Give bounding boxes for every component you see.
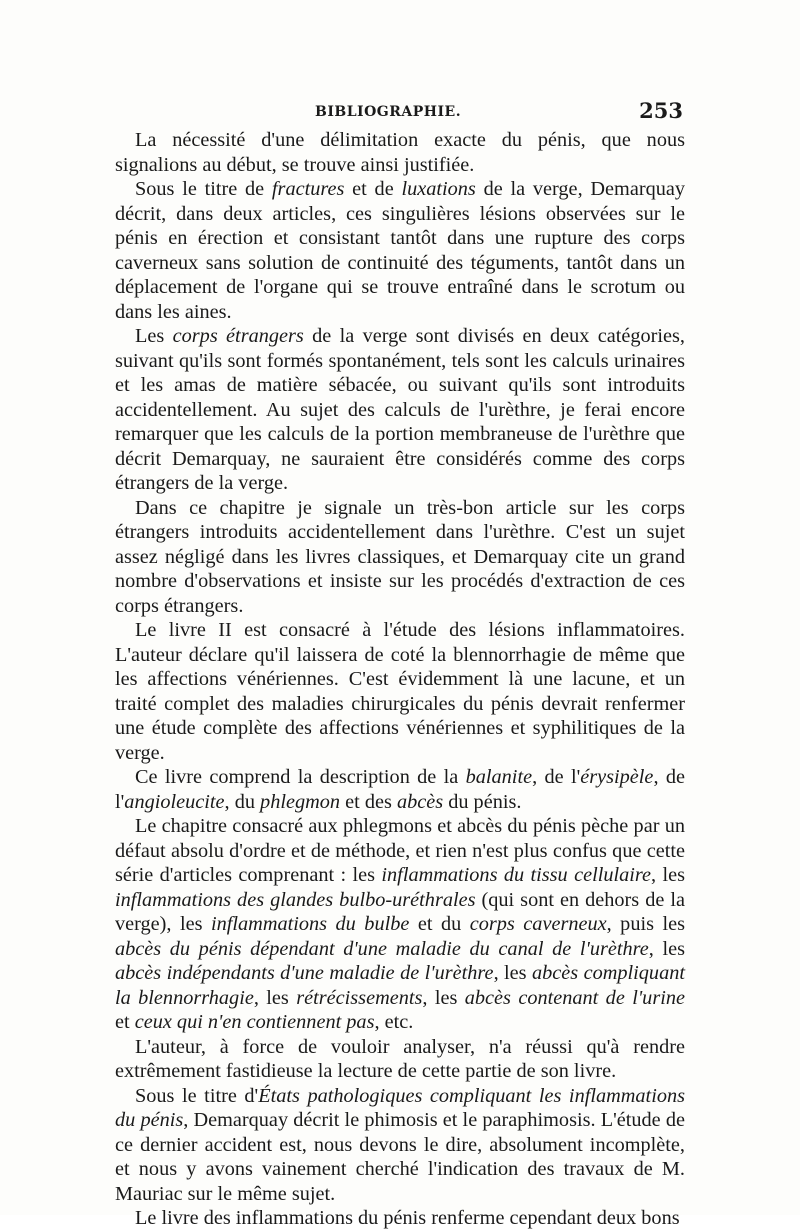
paragraph	[115, 1206, 685, 1231]
italic-term: inflammations du tissu cellulaire	[381, 864, 652, 886]
text-run: et de	[344, 178, 402, 200]
text-run: , les	[253, 986, 297, 1009]
text-run: , les	[648, 937, 685, 960]
paragraph	[115, 496, 685, 619]
italic-term: abcès contenant de l'urine	[464, 986, 685, 1009]
text-run: , Demarquay décrit le phimosis et le paraphimosis. L'étude de ce dernier accident est, nous devons le dire, absolument incomplète, et nous y avons vainement cherché l'indication des travaux de M. Mauriac sur le même sujet.	[115, 1109, 685, 1205]
italic-term: inflammations du bulbe	[211, 913, 410, 935]
italic-term: balanite	[465, 766, 533, 788]
text-run: Les	[135, 325, 173, 347]
paragraph	[115, 128, 685, 177]
paragraph	[115, 618, 685, 765]
text-run: Le livre II est consacré à l'étude des lésions inflammatoires. L'auteur déclare qu'il laissera de coté la blennorrhagie de même que les affections vénériennes. C'est évidemment là une lacune, et un traité complet des maladies chirurgicales du pénis devrait renfermer une étude complète des affections vénériennes et syphilitiques de la verge.	[115, 619, 685, 764]
paragraph	[115, 765, 685, 814]
text-run: du pénis.	[443, 790, 522, 813]
text-run: La nécessité d'une délimitation exacte du pénis, que nous signalions au début, se trouve ainsi justifiée.	[115, 129, 685, 176]
italic-term: inflammations des glandes bulbo-uréthrales	[115, 888, 476, 911]
text-run: Dans ce chapitre je signale un très-bon article sur les corps étrangers introduits accidentellement dans l'urèthre. C'est un sujet assez négligé dans les livres classiques, et Demarquay cite un grand nombre d'observations et insiste sur les procédés d'extraction de ces corps étrangers.	[115, 496, 685, 617]
text-run: et	[115, 1011, 135, 1033]
text-run: , les	[493, 962, 532, 984]
italic-term: abcès indépendants d'une maladie de l'urèthre	[115, 962, 494, 984]
text-run: , du	[224, 790, 261, 813]
text-run: , les	[651, 864, 686, 886]
text-run: , de l'	[115, 766, 685, 813]
italic-term: corps étrangers	[172, 325, 304, 347]
paragraph	[115, 1084, 685, 1207]
text-run: Le livre des inflammations du pénis renferme cependant deux bons	[135, 1207, 680, 1229]
paragraph	[115, 814, 685, 1035]
italic-term: abcès	[396, 790, 444, 813]
text-run: de la verge, Demarquay décrit, dans deux articles, ces singulières lésions observées sur le pénis en érection et consistant tantôt dans une rupture des corps caverneux sans solution de continuité des téguments, tantôt dans un déplacement de l'organe qui se trouve entraîné dans le scrotum ou dans les aines.	[115, 178, 685, 323]
paragraph	[115, 177, 685, 324]
text-run: Sous le titre de	[135, 178, 272, 200]
text-run: L'auteur, à force de vouloir analyser, n'a réussi qu'à rendre extrêmement fastidieuse la lecture de cette partie de son livre.	[115, 1035, 685, 1082]
text-run: Ce livre comprend la description de la	[135, 766, 466, 788]
text-run: , etc.	[374, 1011, 414, 1033]
text-run: (qui sont en dehors de la verge), les	[115, 888, 685, 935]
text-run: Le chapitre consacré aux phlegmons et abcès du pénis pèche par un défaut absolu d'ordre et de méthode, et rien n'est plus confus que cette série d'articles comprenant : les	[115, 815, 685, 886]
text-run: , puis les	[606, 913, 685, 935]
italic-term: luxations	[401, 178, 476, 200]
italic-term: fractures	[271, 178, 345, 200]
italic-term: États pathologiques compliquant les inflammations du pénis	[115, 1084, 685, 1131]
italic-term: corps caverneux	[469, 913, 607, 935]
running-title: BIBLIOGRAPHIE.	[315, 104, 462, 120]
italic-term: ceux qui n'en contiennent pas	[134, 1011, 375, 1033]
italic-term: angioleucite	[124, 790, 225, 813]
text-run: et du	[409, 913, 470, 935]
running-head	[115, 98, 685, 124]
paragraph	[115, 1035, 685, 1084]
italic-term: érysipèle	[580, 766, 654, 788]
italic-term: phlegmon	[260, 790, 341, 813]
body-text	[115, 128, 685, 1231]
italic-term: rétrécissements	[296, 986, 423, 1009]
paragraph	[115, 324, 685, 496]
page-number: 253	[639, 98, 683, 123]
text-run: Sous le titre d'	[135, 1084, 259, 1107]
text-run: de la verge sont divisés en deux catégories, suivant qu'ils sont formés spontanément, tels sont les calculs urinaires et les amas de matière sébacée, ou suivant qu'ils sont introduits accidentellement. Au sujet des calculs de l'urèthre, je ferai encore remarquer que les calculs de la portion membraneuse de l'urèthre que décrit Demarquay, ne sauraient être considérés comme des corps étrangers de la verge.	[115, 325, 685, 494]
text-run: et des	[340, 790, 397, 813]
italic-term: abcès du pénis dépendant d'une maladie du canal de l'urèthre	[115, 937, 649, 960]
italic-term: abcès compliquant la blennorrhagie	[115, 962, 685, 1009]
text-run: , de l'	[532, 766, 581, 788]
text-run: , les	[422, 986, 465, 1009]
